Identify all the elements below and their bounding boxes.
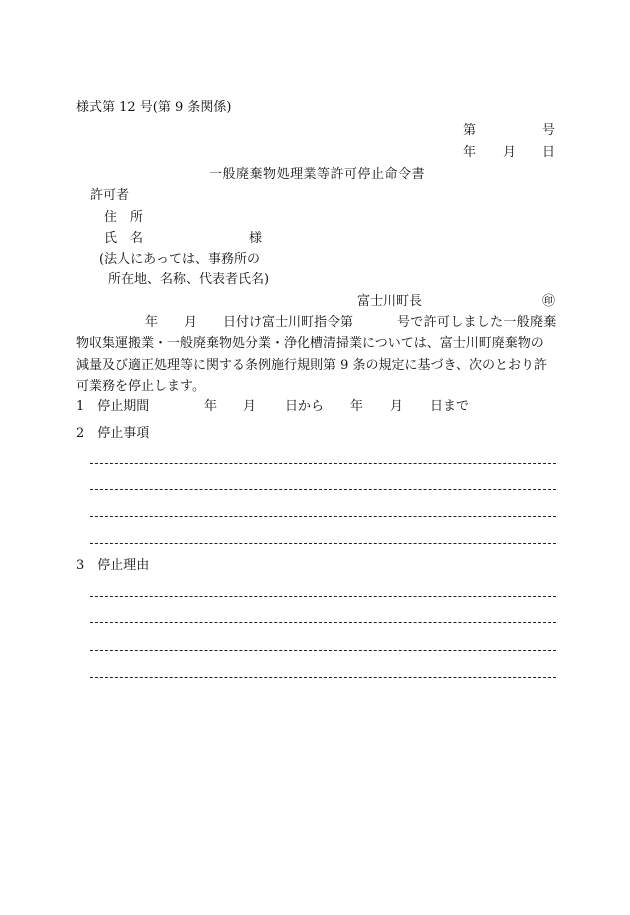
suspension-reason-line (90, 596, 556, 597)
date-day: 日 (542, 145, 556, 160)
doc-number-suffix: 号 (542, 123, 556, 138)
issuer-title: 富士川町長 (357, 294, 423, 309)
suspension-reason-line (90, 622, 556, 623)
suspension-matter-line (90, 516, 556, 517)
suspension-matter-line (90, 463, 556, 464)
honorific: 様 (249, 231, 263, 246)
period-end-day: 日まで (430, 399, 470, 414)
section-2-heading: 2 停止事項 (76, 426, 150, 441)
suspension-reason-line (90, 677, 556, 678)
section-1-heading: 1 停止期間 (76, 399, 150, 414)
suspension-reason-line (90, 650, 556, 651)
name-label: 氏 名 (104, 231, 144, 246)
permittee-heading: 許可者 (90, 188, 130, 203)
period-end-month: 月 (390, 399, 404, 414)
address-label: 住 所 (104, 210, 144, 225)
period-start-month: 月 (243, 399, 257, 414)
corporation-note-2: 所在地、名称、代表者氏名) (108, 272, 270, 287)
body-line1-end: 号で許可しました一般廃棄 (397, 315, 557, 330)
body-year: 年 (145, 315, 159, 330)
period-end-year: 年 (350, 399, 364, 414)
body-line-2: 物収集運搬業・一般廃棄物処分業・浄化槽清掃業については、富士川町廃棄物の (76, 336, 544, 351)
corporation-note-1: (法人にあっては、事務所の (99, 252, 260, 267)
date-month: 月 (503, 145, 517, 160)
form-number: 様式第 12 号(第 9 条関係) (76, 100, 232, 115)
suspension-matter-line (90, 489, 556, 490)
document-title: 一般廃棄物処理業等許可停止命令書 (209, 167, 426, 182)
period-start-year: 年 (204, 399, 218, 414)
seal-mark: ㊞ (542, 294, 556, 309)
period-start-day: 日から (285, 399, 325, 414)
date-year: 年 (463, 145, 477, 160)
section-3-heading: 3 停止理由 (76, 558, 150, 573)
body-directive: 日付け富士川町指令第 (223, 315, 354, 330)
body-month: 月 (184, 315, 198, 330)
body-line-4: 可業務を停止します。 (76, 379, 205, 394)
doc-number-prefix: 第 (463, 123, 477, 138)
body-line-3: 減量及び適正処理等に関する条例施行規則第 9 条の規定に基づき、次のとおり許 (76, 358, 548, 373)
suspension-matter-line (90, 543, 556, 544)
